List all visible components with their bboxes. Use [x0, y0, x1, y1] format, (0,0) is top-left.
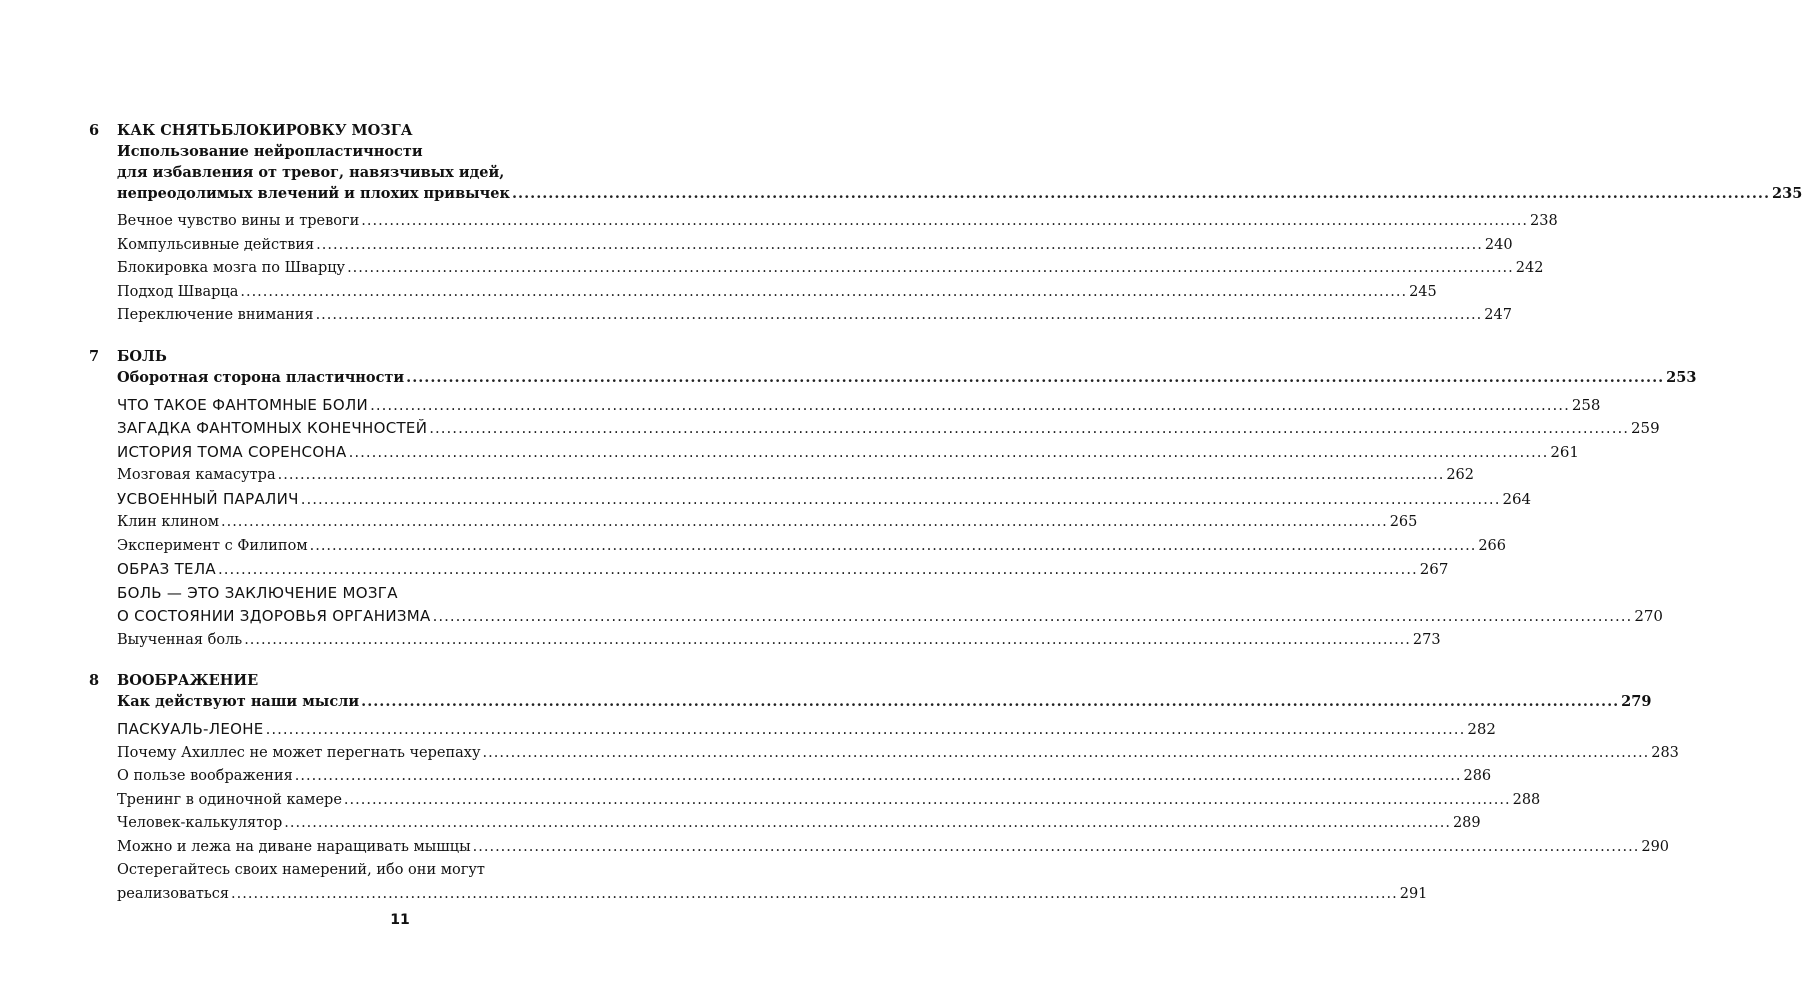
toc-entry[interactable] [117, 488, 1532, 512]
leader-dots [406, 367, 1664, 388]
page-ref: 247 [1484, 307, 1512, 323]
page-ref: 264 [1502, 489, 1532, 508]
page-ref: 259 [1631, 419, 1660, 437]
entry-first-line: Остерегайтесь своих намерений, ибо они могут [117, 862, 485, 878]
chapter-7 [89, 346, 1697, 653]
toc-entry[interactable] [117, 281, 1437, 305]
toc-entry-multiline[interactable] [117, 859, 1428, 906]
entry-text: Подход Шварца [117, 283, 239, 300]
chapter-number: 6 [89, 122, 100, 139]
page-ref: 258 [1571, 395, 1601, 414]
subtitle-line: Использование нейропластичности [117, 143, 423, 160]
leader-dots [240, 281, 1407, 305]
leader-dots [278, 464, 1445, 488]
toc-entry[interactable] [117, 765, 1492, 789]
chapter-8 [89, 670, 1679, 906]
page-ref: 270 [1634, 607, 1663, 625]
leader-dots [429, 417, 1629, 441]
page-ref: 235 [1772, 185, 1802, 202]
chapter-subtitle [117, 141, 1802, 204]
leader-dots [244, 629, 1411, 653]
page-ref: 283 [1651, 744, 1679, 761]
leader-dots [347, 257, 1514, 281]
leader-dots [344, 789, 1511, 813]
toc-entry[interactable] [117, 464, 1474, 488]
toc-entry[interactable] [117, 441, 1579, 465]
entry-text: Переключение внимания [117, 307, 314, 323]
toc-entry[interactable] [117, 257, 1544, 281]
page-ref: 267 [1419, 560, 1449, 578]
subtitle-text: непреодолимых влечений и плохих привычек [117, 185, 510, 202]
toc-entry[interactable] [117, 304, 1512, 328]
page-ref: 242 [1515, 260, 1544, 276]
toc-entry[interactable] [117, 789, 1541, 813]
entry-text: Блокировка мозга по Шварцу [117, 260, 346, 276]
chapter-6 [89, 120, 1802, 328]
page-ref: 289 [1452, 815, 1481, 831]
leader-dots [483, 742, 1650, 766]
chapter-number: 7 [89, 347, 100, 365]
entry-text: ПАСКУАЛЬ-ЛЕОНЕ [117, 720, 264, 738]
entry-text: Можно и лежа на диване наращивать мышцы [117, 838, 471, 855]
leader-dots [361, 210, 1528, 234]
page-ref: 265 [1389, 514, 1418, 530]
chapter-title: БОЛЬ [117, 347, 167, 365]
leader-dots [512, 183, 1770, 204]
toc-entry[interactable] [117, 629, 1441, 653]
leader-dots [295, 765, 1462, 789]
subtitle-last-line[interactable] [117, 691, 1651, 712]
chapter-title: ВООБРАЖЕНИЕ [117, 672, 259, 689]
subtitle-last-line[interactable] [117, 183, 1802, 204]
page-ref: 245 [1409, 283, 1437, 300]
leader-dots [301, 488, 1501, 512]
toc-entry[interactable] [117, 558, 1449, 582]
toc-entry[interactable] [117, 718, 1496, 742]
entry-text: ОБРАЗ ТЕЛА [117, 560, 216, 578]
leader-dots [316, 304, 1483, 328]
leader-dots [473, 836, 1640, 860]
leader-dots [370, 394, 1570, 418]
page-ref: 273 [1412, 631, 1441, 648]
page-ref: 261 [1550, 442, 1579, 461]
page-ref: 240 [1484, 236, 1513, 253]
toc-entry[interactable] [117, 535, 1506, 559]
chapter-subtitle [117, 691, 1651, 712]
toc-entry[interactable] [117, 812, 1481, 836]
toc-entry-multiline[interactable] [117, 582, 1663, 629]
leader-dots [433, 605, 1633, 629]
leader-dots [316, 234, 1483, 258]
page-ref: 291 [1399, 885, 1428, 902]
page-ref: 238 [1530, 213, 1558, 229]
entry-text: О пользе воображения [117, 768, 293, 784]
entry-text: Клин клином [117, 514, 219, 530]
leader-dots [266, 718, 1466, 742]
subtitle-line: для избавления от тревог, навязчивых идей, [117, 164, 505, 181]
leader-dots [218, 558, 1418, 582]
entry-text: Вечное чувство вины и тревоги [117, 213, 360, 229]
leader-dots [361, 691, 1619, 712]
table-of-contents [89, 120, 1802, 924]
page-ref: 288 [1512, 791, 1541, 808]
entry-text: Компульсивные действия [117, 236, 315, 253]
toc-entry[interactable] [117, 394, 1601, 418]
leader-dots [310, 535, 1477, 559]
entry-text: реализоваться [117, 885, 230, 902]
subtitle-text: Оборотная сторона пластичности [117, 368, 405, 386]
page-ref: 279 [1621, 693, 1652, 710]
entry-text: УСВОЕННЫЙ ПАРАЛИЧ [117, 489, 299, 508]
leader-dots [231, 883, 1398, 907]
entry-first-line: БОЛЬ — ЭТО ЗАКЛЮЧЕНИЕ МОЗГА [117, 583, 398, 602]
subtitle-last-line[interactable] [117, 367, 1696, 388]
toc-entry[interactable] [117, 210, 1558, 234]
toc-entry[interactable] [117, 234, 1513, 258]
toc-entry[interactable] [117, 417, 1660, 441]
page-ref: 262 [1446, 467, 1474, 483]
entry-text: О СОСТОЯНИИ ЗДОРОВЬЯ ОРГАНИЗМА [117, 607, 431, 625]
subtitle-text: Как действуют наши мысли [117, 693, 360, 710]
entry-text: Выученная боль [117, 631, 243, 648]
page-ref: 253 [1666, 368, 1697, 386]
leader-dots [221, 511, 1388, 535]
entry-text: Человек-калькулятор [117, 815, 283, 831]
page-ref: 266 [1478, 537, 1506, 554]
toc-entry[interactable] [117, 511, 1418, 535]
page-ref: 286 [1463, 768, 1492, 784]
page-ref: 282 [1467, 720, 1496, 738]
entry-text: Тренинг в одиночной камере [117, 791, 342, 808]
toc-entry[interactable] [117, 742, 1679, 766]
entry-text: Почему Ахиллес не может перегнать черепаху [117, 744, 481, 761]
chapter-title: КАК СНЯТЬБЛОКИРОВКУ МОЗГА [117, 122, 413, 139]
entry-text: Эксперимент с Филипом [117, 537, 308, 554]
entry-text: ИСТОРИЯ ТОМА СОРЕНСОНА [117, 442, 347, 461]
page-ref: 290 [1641, 838, 1670, 855]
page-number: 11 [390, 912, 410, 928]
entry-text: ЧТО ТАКОЕ ФАНТОМНЫЕ БОЛИ [117, 395, 369, 414]
entry-text: Мозговая камасутра [117, 467, 276, 483]
chapter-number: 8 [89, 672, 100, 689]
toc-entry[interactable] [117, 836, 1670, 860]
leader-dots [349, 441, 1549, 465]
entry-text: ЗАГАДКА ФАНТОМНЫХ КОНЕЧНОСТЕЙ [117, 419, 428, 437]
leader-dots [284, 812, 1451, 836]
chapter-subtitle [117, 367, 1696, 388]
